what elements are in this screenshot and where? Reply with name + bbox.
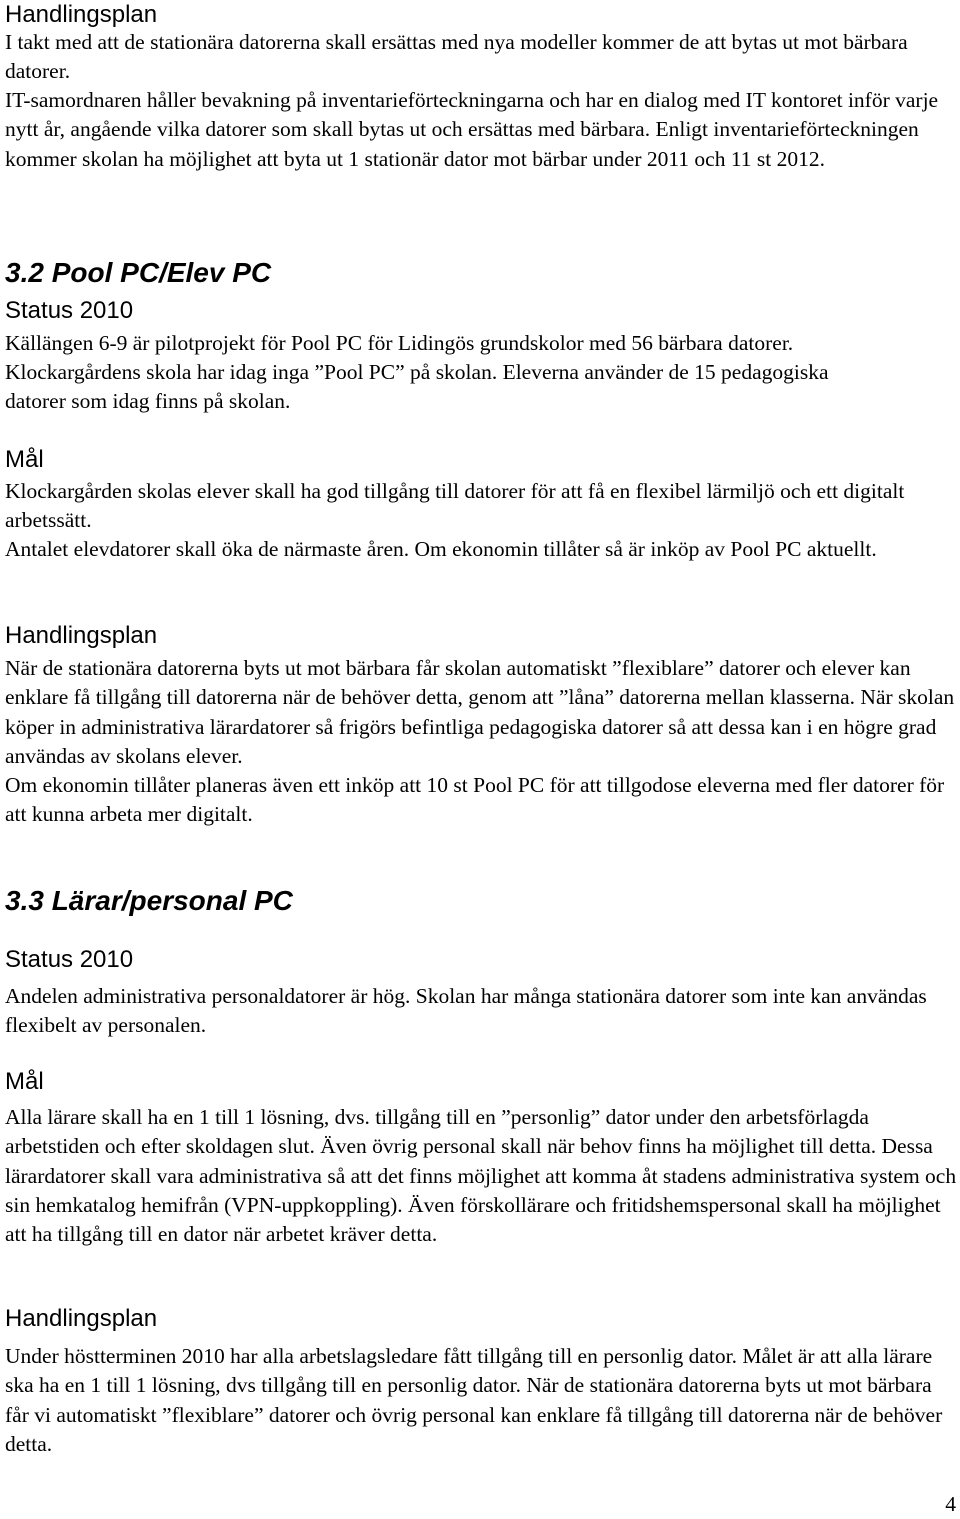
intro-paragraph-1: I takt med att de stationära datorerna skall ersättas med nya modeller kommer de att bytas ut mot bärbara datorer.	[5, 30, 908, 84]
section-3-3-goal-paragraph-1: Alla lärare skall ha en 1 till 1 lösning, dvs. tillgång till en ”personlig” dator under den arbetsförlagda arbetstiden och efter skoldagen slut. Även övrig personal skall när behov finns ha möjlighet till detta. Dessa lärardatorer skall vara administrativa så att det finns möjlighet att komma åt stadens administrativa system och sin hemkatalog hemifrån (VPN-uppkoppling). Även förskollärare och fritidshemspersonal skall ha möjlighet att ha tillgång till en dator när arbetet kräver detta.	[5, 1105, 957, 1247]
section-3-2-goal-paragraph-1: Klockargården skolas elever skall ha god tillgång till datorer för att få en flexibel lärmiljö och ett digitalt arbetssätt.	[5, 479, 905, 533]
section-3-3-goal-heading: Mål	[5, 1068, 44, 1095]
section-3-2-goal-heading: Mål	[5, 446, 44, 473]
section-3-3-plan-paragraph-1: Under höstterminen 2010 har alla arbetslagsledare fått tillgång till en personlig dator. Målet är att alla lärare ska ha en 1 till 1 lösning, dvs tillgång till en personlig dator. När de stationära datorerna byts ut mot bärbara får vi automatiskt ”flexiblare” datorer och övrig personal kan enklare få tillgång till datorerna när de behöver detta.	[5, 1344, 943, 1456]
section-3-2-status-paragraph-2: Klockargårdens skola har idag inga ”Pool PC” på skolan. Eleverna använder de 15 pedagogiska datorer som idag finns på skolan.	[5, 360, 829, 414]
section-3-2-plan-heading: Handlingsplan	[5, 622, 158, 649]
section-3-2-plan-paragraph-2: Om ekonomin tillåter planeras även ett inköp att 10 st Pool PC för att tillgodose eleverna med fler datorer för att kunna arbeta mer digitalt.	[5, 773, 945, 827]
section-3-3-status-heading: Status 2010	[5, 946, 134, 973]
section-3-2-title: 3.2 Pool PC/Elev PC	[5, 257, 272, 288]
section-3-3-status-paragraph-1: Andelen administrativa personaldatorer är hög. Skolan har många stationära datorer som inte kan användas flexibelt av personalen.	[5, 984, 927, 1038]
section-3-3-title: 3.3 Lärar/personal PC	[5, 885, 293, 916]
section-3-2-plan-paragraph-1: När de stationära datorerna byts ut mot bärbara får skolan automatiskt ”flexiblare” datorer och elever kan enklare få tillgång till datorerna när de behöver detta, genom att ”låna” datorerna mellan klasserna. När skolan köper in administrativa lärardatorer så frigörs befintliga pedagogiska datorer så att dessa kan i en högre grad användas av skolans elever.	[5, 656, 955, 768]
intro-heading: Handlingsplan	[5, 1, 158, 28]
section-3-2-status-paragraph-1: Källängen 6-9 är pilotprojekt för Pool PC för Lidingös grundskolor med 56 bärbara datorer.	[5, 331, 794, 355]
section-3-2-status-heading: Status 2010	[5, 297, 134, 324]
page-number: 4	[945, 1492, 956, 1516]
intro-paragraph-2: IT-samordnaren håller bevakning på inventarieförteckningarna och har en dialog med IT kontoret inför varje nytt år, angående vilka datorer som skall bytas ut och ersättas med bärbara. Enligt inventarieförteckningen kommer skolan ha möjlighet att byta ut 1 stationär dator mot bärbar under 2011 och 11 st 2012.	[5, 88, 939, 171]
section-3-2-goal-paragraph-2: Antalet elevdatorer skall öka de närmaste åren. Om ekonomin tillåter så är inköp av Pool PC aktuellt.	[5, 537, 877, 561]
section-3-3-plan-heading: Handlingsplan	[5, 1305, 158, 1332]
